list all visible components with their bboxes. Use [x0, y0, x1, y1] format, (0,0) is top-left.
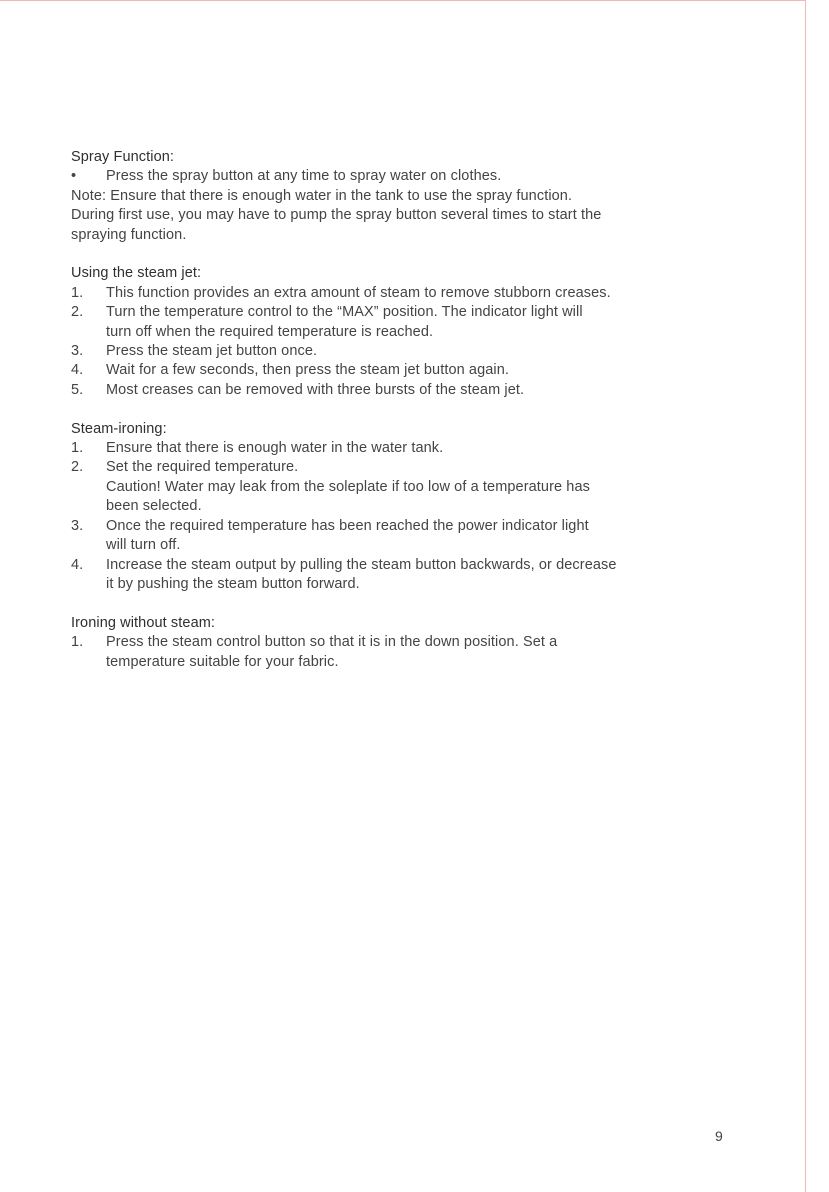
- list-item-line: Increase the steam output by pulling the steam button backwards, or decrease: [106, 556, 617, 573]
- list-marker: 2.: [71, 304, 84, 321]
- list-marker: 3.: [71, 517, 84, 534]
- list-item-line: Wait for a few seconds, then press the steam jet button again.: [106, 362, 510, 379]
- list-item: [71, 284, 731, 303]
- right-border-line: [805, 0, 806, 1192]
- list-marker: 1.: [71, 284, 84, 301]
- list-item: [71, 381, 731, 400]
- paragraph-line: During first use, you may have to pump the spray button several times to start the: [71, 207, 602, 224]
- list-marker: 3.: [71, 343, 84, 360]
- bullet-marker: •: [71, 168, 77, 185]
- list-item-line: Ensure that there is enough water in the water tank.: [106, 440, 444, 457]
- paragraph-line: spraying function.: [71, 226, 187, 243]
- list-item-line: will turn off.: [106, 537, 181, 554]
- section-heading: Steam-ironing:: [71, 420, 167, 437]
- note-text: Note: Ensure that there is enough water in the tank to use the spray function.: [71, 187, 573, 204]
- list-item: [71, 633, 731, 672]
- list-item: [71, 342, 731, 361]
- list-item-line: turn off when the required temperature is reached.: [106, 323, 434, 340]
- caution-line: been selected.: [106, 498, 202, 515]
- document-content: [71, 148, 731, 672]
- list-marker: 4.: [71, 556, 84, 573]
- list-item-line: it by pushing the steam button forward.: [106, 575, 360, 592]
- section-heading: Ironing without steam:: [71, 614, 216, 631]
- section-heading: Using the steam jet:: [71, 265, 202, 282]
- list-item-line: Press the steam control button so that it is in the down position. Set a: [106, 634, 558, 651]
- list-item-line: Most creases can be removed with three bursts of the steam jet.: [106, 381, 525, 398]
- list-marker: 5.: [71, 381, 84, 398]
- section-spray-function: [71, 148, 731, 245]
- list-item: [71, 303, 731, 342]
- list-item-line: Set the required temperature.: [106, 459, 299, 476]
- list-marker: 1.: [71, 440, 84, 457]
- list-item: [71, 361, 731, 380]
- list-item-line: temperature suitable for your fabric.: [106, 653, 339, 670]
- top-border-line: [0, 0, 806, 1]
- list-item-line: Turn the temperature control to the “MAX” position. The indicator light will: [106, 304, 583, 321]
- list-item-line: This function provides an extra amount of steam to remove stubborn creases.: [106, 284, 611, 301]
- section-steam-ironing: [71, 420, 731, 595]
- caution-line: Caution! Water may leak from the soleplate if too low of a temperature has: [106, 478, 590, 495]
- bullet-text: Press the spray button at any time to spray water on clothes.: [106, 168, 502, 185]
- bullet-item: [71, 167, 731, 186]
- list-item: [71, 556, 731, 595]
- list-marker: 2.: [71, 459, 84, 476]
- section-heading: Spray Function:: [71, 149, 175, 165]
- page-number: 9: [715, 1128, 723, 1144]
- list-item: [71, 458, 731, 516]
- section-ironing-without-steam: [71, 614, 731, 672]
- list-item-line: Once the required temperature has been reached the power indicator light: [106, 517, 589, 534]
- list-item-line: Press the steam jet button once.: [106, 343, 318, 360]
- section-steam-jet: [71, 264, 731, 400]
- list-item: [71, 439, 731, 458]
- list-item: [71, 517, 731, 556]
- list-marker: 1.: [71, 634, 84, 651]
- list-marker: 4.: [71, 362, 84, 379]
